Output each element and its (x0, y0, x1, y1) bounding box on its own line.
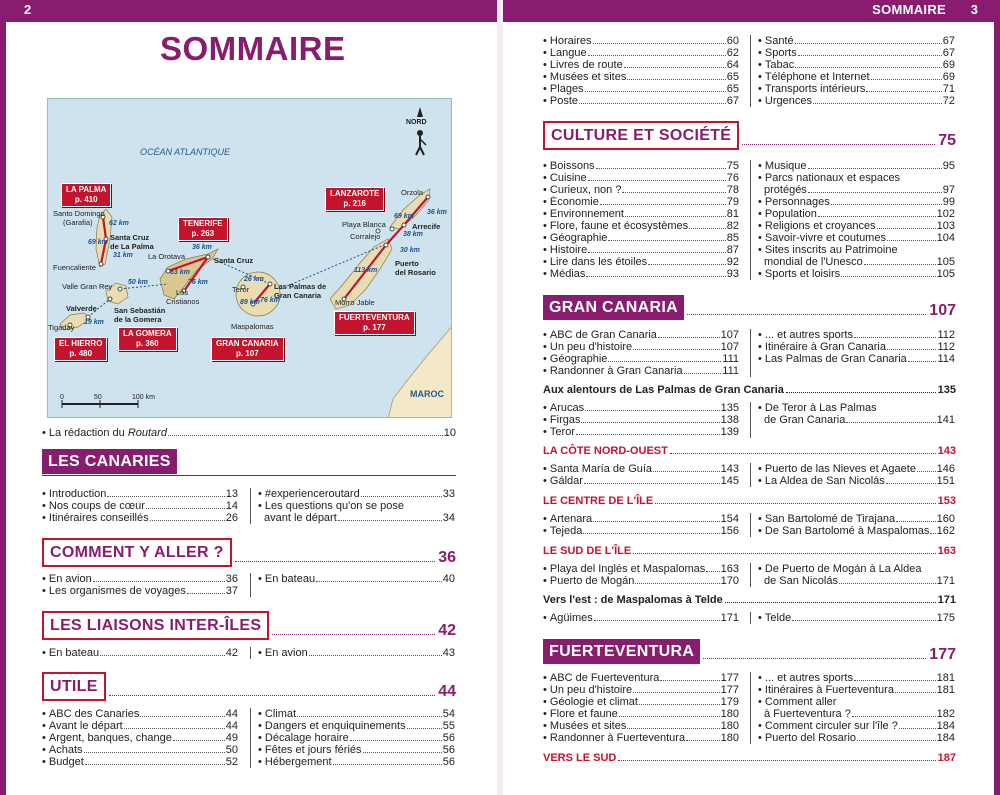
toc-entry[interactable]: • #experienceroutard 33 (258, 488, 455, 500)
subsection-aux-alentours[interactable]: Aux alentours de Las Palmas de Gran Canaria 135 (543, 384, 956, 396)
toc-entry[interactable]: • En avion 36 (42, 573, 238, 585)
toc-entry[interactable]: • Randonner à Gran Canaria 111 (543, 365, 739, 377)
section-fuerteventura[interactable] (543, 639, 956, 664)
island-tag-fuerteventura[interactable]: FUERTEVENTURA p. 177 (334, 311, 415, 335)
toc-entry[interactable]: • Poste 67 (543, 95, 739, 107)
right-page-number: 3 (970, 2, 978, 17)
toc-entry[interactable]: mondial de l'Unesco 105 (764, 256, 955, 268)
toc-entry[interactable]: de Gran Canaria 141 (764, 414, 955, 426)
subsection-sud-ile[interactable]: LE SUD DE L'ÎLE 163 (543, 545, 956, 557)
subsection-vers-est[interactable]: Vers l'est : de Maspalomas à Telde 171 (543, 594, 956, 606)
toc-entry-text[interactable]: • Comment aller (758, 696, 837, 708)
column-separator (250, 647, 251, 659)
toc-entry[interactable]: • Dangers et enquiquinements 55 (258, 720, 455, 732)
toc-entry[interactable]: • Population 102 (758, 208, 955, 220)
place-label: San Sebastián (114, 306, 166, 315)
toc-entry[interactable]: • Un peu d'histoire 177 (543, 684, 739, 696)
toc-entry[interactable]: • Langue 62 (543, 47, 739, 59)
distance-label: 83 km (170, 269, 190, 276)
toc-entry[interactable]: • Tabac 69 (758, 59, 955, 71)
distance-label: 30 km (400, 247, 420, 254)
toc-entry[interactable]: • Avant le départ 44 (42, 720, 238, 732)
toc-entry[interactable]: de San Nicolás 171 (764, 575, 955, 587)
toc-entry[interactable]: • Itinéraires conseillés 26 (42, 512, 238, 524)
toc-entry[interactable]: à Fuerteventura ? 182 (764, 708, 955, 720)
toc-entry[interactable]: • Tejeda 156 (543, 525, 739, 537)
toc-entry[interactable]: • Musées et sites 180 (543, 720, 739, 732)
section-les-canaries[interactable] (42, 449, 456, 474)
toc-entry[interactable]: • Puerto de Mogán 170 (543, 575, 739, 587)
toc-entry[interactable]: • Géographie 111 (543, 353, 739, 365)
toc-entry[interactable]: • Personnages 99 (758, 196, 955, 208)
section-utile[interactable] (42, 672, 456, 701)
section-title: UTILE (42, 672, 106, 701)
right-page-edge (994, 0, 1000, 795)
ocean-label: OCÉAN ATLANTIQUE (140, 147, 231, 157)
toc-entry[interactable]: • Décalage horaire 56 (258, 732, 455, 744)
subsection-centre-ile[interactable]: LE CENTRE DE L'ÎLE 153 (543, 495, 956, 507)
north-label: NORD (406, 119, 427, 126)
toc-entry[interactable]: • ABC des Canaries 44 (42, 708, 238, 720)
place-label: La Orotava (148, 252, 186, 261)
toc-entry[interactable]: • Boissons 75 (543, 160, 739, 172)
toc-entry[interactable]: • Agüimes 171 (543, 612, 739, 624)
place-label: Fuencaliente (53, 263, 96, 272)
place-label: Santo Domingo (53, 209, 105, 218)
toc-entry[interactable]: • Comment circuler sur l'île ? 184 (758, 720, 955, 732)
morocco-coast (388, 325, 452, 418)
section-comment-y-aller[interactable] (42, 538, 456, 567)
column-separator (750, 672, 751, 744)
section-page: 75 (938, 132, 956, 149)
toc-entry[interactable]: • Firgas 138 (543, 414, 739, 426)
left-page-number: 2 (24, 2, 32, 17)
toc-entry[interactable]: • Playa del Inglés et Maspalomas 163 (543, 563, 739, 575)
toc-entry[interactable]: • Puerto de las Nieves et Agaete 146 (758, 463, 955, 475)
toc-entry[interactable]: • ABC de Fuerteventura 177 (543, 672, 739, 684)
place-label: Valle Gran Rey (62, 282, 113, 291)
toc-entry-text[interactable]: • Les questions qu'on se pose (258, 500, 405, 512)
left-page-header-bar (0, 0, 497, 22)
toc-entry[interactable]: protégés 97 (764, 184, 955, 196)
section-page: 177 (929, 646, 956, 663)
toc-entry[interactable]: • ... et autres sports 112 (758, 329, 955, 341)
toc-entry[interactable]: • Flore, faune et écosystèmes 82 (543, 220, 739, 232)
column-separator (750, 563, 751, 587)
toc-entry-text[interactable]: • De Puerto de Mogán à La Aldea (758, 563, 922, 575)
island-tag-gran-canaria[interactable]: GRAN CANARIA p. 107 (211, 337, 284, 361)
left-page-edge (0, 0, 6, 795)
place-label: del Rosario (395, 268, 436, 277)
place-label: Teror (232, 285, 250, 294)
toc-entry[interactable]: • Savoir-vivre et coutumes 104 (758, 232, 955, 244)
page-title: SOMMAIRE (160, 30, 346, 67)
north-arrow-icon (416, 107, 426, 155)
toc-entry[interactable]: • Cuisine 76 (543, 172, 739, 184)
toc-entry[interactable]: • Las Palmas de Gran Canaria 114 (758, 353, 955, 365)
distance-label: 69 km (394, 213, 414, 220)
toc-entry[interactable]: • La Aldea de San Nicolás 151 (758, 475, 955, 487)
place-label: Puerto (395, 259, 419, 268)
toc-entry[interactable]: • Horaires 60 (543, 35, 739, 47)
section-title: LES CANARIES (42, 449, 177, 474)
toc-entry[interactable]: • Hébergement 56 (258, 756, 455, 768)
toc-entry[interactable]: • Argent, banques, change 49 (42, 732, 238, 744)
place-label: Gran Canaria (274, 291, 322, 300)
distance-label: 31 km (113, 252, 133, 259)
toc-entry-text[interactable]: • Parcs nationaux et espaces (758, 172, 901, 184)
place-label: Morro Jable (335, 298, 375, 307)
scale-label-0: 0 (60, 394, 64, 401)
toc-entry[interactable]: • Achats 50 (42, 744, 238, 756)
place-label: Arrecife (412, 222, 441, 231)
toc-entry[interactable]: • Géologie et climat 179 (543, 696, 739, 708)
toc-entry[interactable]: • Urgences 72 (758, 95, 955, 107)
section-page: 36 (438, 549, 456, 566)
toc-entry[interactable]: • San Bartolomé de Tirajana 160 (758, 513, 955, 525)
toc-entry[interactable]: • Médias 93 (543, 268, 739, 280)
toc-entry[interactable]: • Environnement 81 (543, 208, 739, 220)
toc-entry[interactable]: • Climat 54 (258, 708, 455, 720)
running-title: SOMMAIRE (872, 2, 946, 17)
column-separator (750, 463, 751, 487)
toc-entry[interactable]: • Itinéraires à Fuerteventura 181 (758, 684, 955, 696)
distance-label: 50 km (128, 279, 148, 286)
toc-entry[interactable]: • Budget 52 (42, 756, 238, 768)
toc-entry-text[interactable]: • De Teror à Las Palmas (758, 402, 877, 414)
distance-label: 36 km (427, 209, 447, 216)
toc-entry[interactable]: • Nos coups de cœur 14 (42, 500, 238, 512)
column-separator (750, 612, 751, 624)
distance-label: 113 km (354, 267, 378, 274)
toc-entry[interactable]: • Géographie 85 (543, 232, 739, 244)
toc-entry[interactable]: • Religions et croyances 103 (758, 220, 955, 232)
toc-entry[interactable]: • Musique 95 (758, 160, 955, 172)
toc-entry[interactable]: • Flore et faune 180 (543, 708, 739, 720)
section-title: LES LIAISONS INTER-ÎLES (42, 611, 269, 640)
toc-entry[interactable]: • Puerto del Rosario 184 (758, 732, 955, 744)
morocco-label: MAROC (410, 389, 444, 399)
toc-entry[interactable]: • Lire dans les étoiles 92 (543, 256, 739, 268)
toc-entry[interactable]: • Musées et sites 65 (543, 71, 739, 83)
island-tag-tenerife[interactable]: TENERIFE p. 263 (178, 217, 228, 241)
distance-label: 62 km (109, 220, 129, 227)
place-label: Los (176, 288, 189, 297)
section-page: 44 (438, 683, 456, 700)
right-page-header-bar (503, 0, 1000, 22)
section-page: 107 (929, 302, 956, 319)
column-separator (750, 402, 751, 438)
distance-label: 19 km (84, 319, 104, 326)
toc-entry[interactable]: • Itinéraire à Gran Canaria 112 (758, 341, 955, 353)
toc-entry-redaction[interactable]: • La rédaction du Routard 10 (42, 427, 456, 439)
column-separator (250, 488, 251, 524)
place-label: Tigaday (48, 323, 75, 332)
distance-label: 36 km (192, 244, 212, 251)
section-gran-canaria[interactable] (543, 295, 956, 320)
toc-entry[interactable]: • Teror 139 (543, 426, 739, 438)
canary-islands-map (47, 98, 452, 418)
column-separator (750, 513, 751, 537)
column-separator (750, 329, 751, 377)
toc-entry[interactable]: • En avion 43 (258, 647, 455, 659)
island-tag-la-gomera[interactable]: LA GOMERA p. 360 (118, 327, 177, 351)
island-tag-la-palma[interactable]: LA PALMA p. 410 (61, 183, 111, 207)
place-label: Maspalomas (231, 322, 274, 331)
toc-entry[interactable]: • Transports intérieurs 71 (758, 83, 955, 95)
place-label: Corralejo (350, 232, 381, 241)
toc-entry[interactable]: • En bateau 42 (42, 647, 238, 659)
place-label: Orzola (401, 188, 424, 197)
toc-entry[interactable]: • Santé 67 (758, 35, 955, 47)
toc-entry[interactable]: • Sports et loisirs 105 (758, 268, 955, 280)
island-tag-el-hierro[interactable]: EL HIERRO p. 480 (54, 337, 107, 361)
column-separator (250, 708, 251, 768)
distance-label: 26 km (244, 276, 264, 283)
place-label: Playa Blanca (342, 220, 386, 229)
toc-entry[interactable]: • Économie 79 (543, 196, 739, 208)
place-label: Valverde (66, 304, 97, 313)
section-title: FUERTEVENTURA (543, 639, 700, 664)
toc-entry[interactable]: • De San Bartolomé à Maspalomas 162 (758, 525, 955, 537)
toc-entry[interactable]: • Un peu d'histoire 107 (543, 341, 739, 353)
toc-entry[interactable]: • Curieux, non ? 78 (543, 184, 739, 196)
toc-entry[interactable]: • Introduction 13 (42, 488, 238, 500)
section-title: COMMENT Y ALLER ? (42, 538, 232, 567)
section-liaisons-inter-iles[interactable] (42, 611, 456, 640)
toc-entry[interactable]: • ABC de Gran Canaria 107 (543, 329, 739, 341)
subsection-vers-le-sud[interactable]: VERS LE SUD 187 (543, 752, 956, 764)
toc-entry-text[interactable]: • Sites inscrits au Patrimoine (758, 244, 898, 256)
distance-label: 76 km (260, 297, 280, 304)
toc-entry[interactable]: • Gáldar 145 (543, 475, 739, 487)
place-label: Cristianos (166, 297, 200, 306)
scale-label-50: 50 (94, 394, 102, 401)
subsection-cote-nord-ouest[interactable]: LA CÔTE NORD-OUEST 143 (543, 445, 956, 457)
place-label: de la Gomera (114, 315, 162, 324)
toc-entry[interactable]: • Les organismes de voyages 37 (42, 585, 238, 597)
toc-entry[interactable]: • Telde 175 (758, 612, 955, 624)
island-tag-lanzarote[interactable]: LANZAROTE p. 216 (325, 187, 384, 211)
toc-entry[interactable]: • Sports 67 (758, 47, 955, 59)
place-label: Las Palmas de (274, 282, 327, 291)
scale-label-100: 100 km (132, 394, 155, 401)
place-label: de La Palma (110, 242, 154, 251)
toc-entry[interactable]: • Randonner à Fuerteventura 180 (543, 732, 739, 744)
toc-entry[interactable]: • Téléphone et Internet 69 (758, 71, 955, 83)
toc-entry[interactable]: • Arucas 135 (543, 402, 739, 414)
place-label: Santa Cruz (214, 256, 254, 265)
column-separator (750, 35, 751, 107)
book-gutter (497, 0, 503, 795)
toc-entry[interactable]: • Plages 65 (543, 83, 739, 95)
distance-label: 89 km (240, 299, 260, 306)
distance-label: 76 km (188, 279, 208, 286)
toc-entry[interactable]: • Livres de route 64 (543, 59, 739, 71)
section-title: GRAN CANARIA (543, 295, 684, 320)
scale-bar (62, 400, 138, 408)
distance-label: 38 km (403, 231, 423, 238)
toc-entry[interactable]: • Santa María de Guía 143 (543, 463, 739, 475)
toc-entry[interactable]: • En bateau 40 (258, 573, 455, 585)
place-label: (Garafia) (63, 218, 93, 227)
section-title: CULTURE ET SOCIÉTÉ (543, 121, 739, 150)
column-separator (250, 573, 251, 597)
distance-label: 69 km (88, 239, 108, 246)
toc-entry[interactable]: • Fêtes et jours fériés 56 (258, 744, 455, 756)
toc-entry[interactable]: avant le départ 34 (264, 512, 455, 524)
section-page: 42 (438, 622, 456, 639)
toc-entry[interactable]: • Artenara 154 (543, 513, 739, 525)
toc-entry[interactable]: • ... et autres sports 181 (758, 672, 955, 684)
section-rule (42, 475, 456, 476)
toc-entry[interactable]: • Histoire 87 (543, 244, 739, 256)
column-separator (750, 160, 751, 280)
place-label: Santa Cruz (110, 233, 150, 242)
section-culture-et-societe[interactable] (543, 121, 956, 150)
